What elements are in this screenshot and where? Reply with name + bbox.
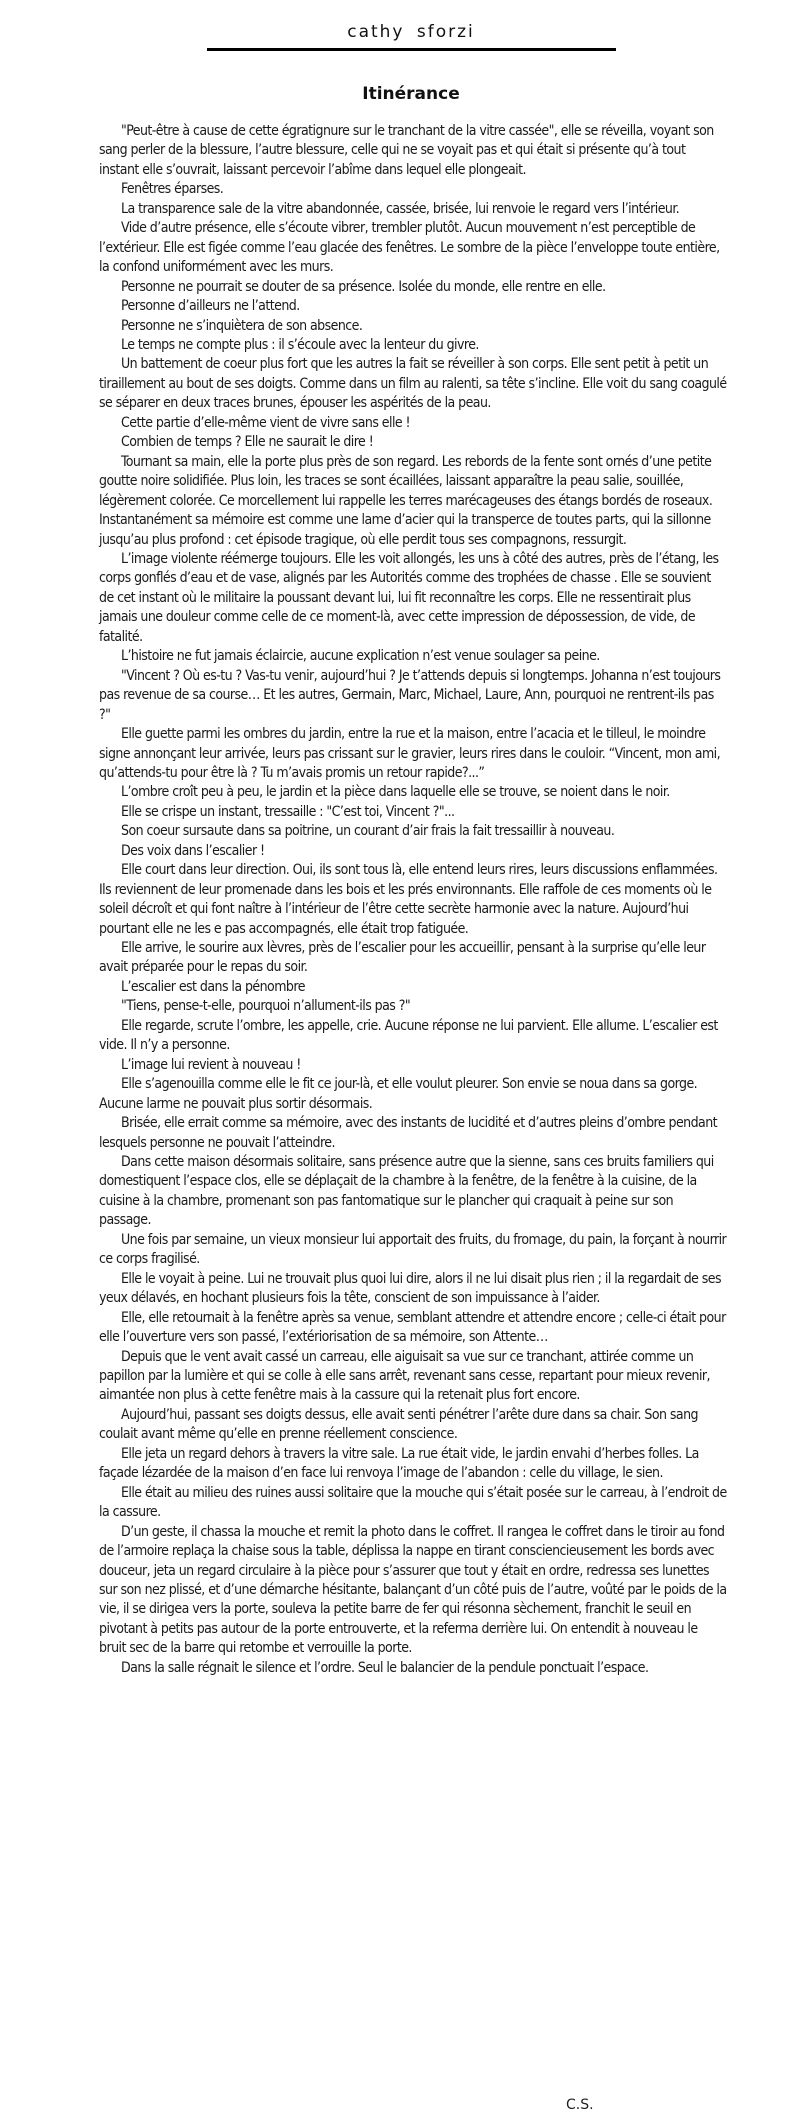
paragraph: Une fois par semaine, un vieux monsieur lui apportait des fruits, du fromage, du pain, la forçant à nourrir ce corps fragilisé. bbox=[99, 1231, 727, 1268]
paragraph: La transparence sale de la vitre abandonnée, cassée, brisée, lui renvoie le regard vers l’intérieur. bbox=[121, 200, 680, 217]
paragraph: Vide d’autre présence, elle s’écoute vibrer, trembler plutôt. Aucun mouvement n’est perceptible de l’extérieur. Elle est figée comme l’eau glacée des fenêtres. Le sombre de la pièce l’enveloppe toute entière, la confond uniformément avec les murs. bbox=[99, 220, 720, 276]
paragraph: "Tiens, pense-t-elle, pourquoi n’allument-ils pas ?" bbox=[121, 998, 411, 1015]
paragraph: Personne ne s’inquiètera de son absence. bbox=[121, 317, 363, 334]
paragraph: Dans la salle régnait le silence et l’ordre. Seul le balancier de la pendule ponctuait l’espace. bbox=[121, 1659, 649, 1676]
paragraph: Tournant sa main, elle la porte plus près de son regard. Les rebords de la fente sont ornés d’une petite goutte noire solidifiée. Plus loin, les traces se sont écaillées, laissant apparaître la peau salie, souillée, légèrement colorée. Ce morcellement lui rappelle les terres marécageuses des étangs bordés de roseaux. Instantanément sa mémoire est comme une lame d’acier qui la transperce de toutes parts, qui la sillonne jusqu’au plus profond : cet épisode tragique, où elle perdit tous ses compagnons, ressurgit. bbox=[99, 453, 713, 548]
paragraph: "Vincent ? Où es-tu ? Vas-tu venir, aujourd’hui ? Je t’attends depuis si longtemps. Johanna n’est toujours pas revenue de sa course… Et les autres, Germain, Marc, Michael, Laure, Ann, pourquoi ne rentrent-ils pas ?" bbox=[99, 667, 721, 723]
paragraph: Dans cette maison désormais solitaire, sans présence autre que la sienne, sans ces bruits familiers qui domestiquent l’espace clos, elle se déplaçait de la chambre à la fenêtre, de la fenêtre à la cuisine, de la cuisine à la chambre, promenant son pas fantomatique sur le plancher qui craquait à peine sur son passage. bbox=[99, 1154, 714, 1229]
paragraph: "Peut-être à cause de cette égratignure sur le tranchant de la vitre cassée", elle se réveilla, voyant son sang perler de la blessure, l’autre blessure, celle qui ne se voyait pas et qui était si présente qu’à tout instant elle s’ouvrait, laissant percevoir l’abîme dans lequel elle plongeait. bbox=[99, 123, 714, 178]
paragraph: L’escalier est dans la pénombre bbox=[121, 978, 305, 995]
paragraph: D’un geste, il chassa la mouche et remit la photo dans le coffret. Il rangea le coffret dans le tiroir au fond de l’armoire replaça la chaise sous la table, déplissa la nappe en tirant consciencieusement les bords avec douceur, jeta un regard circulaire à la pièce pour s’assurer que tout y était en ordre, redressa ses lunettes sur son nez plissé, et d’une démarche hésitante, balançant d’un côté puis de l’autre, voûté par le poids de la vie, il se dirigea vers la porte, souleva la petite barre de fer qui résonna sèchement, franchit le seuil en pivotant à petits pas autour de la porte entrouverte, et la referma derrière lui. On entendit à nouveau le bruit sec de la barre qui retombe et verrouille la porte. bbox=[99, 1523, 727, 1657]
paragraph: Personne d’ailleurs ne l’attend. bbox=[121, 298, 300, 315]
paragraph: Elle, elle retournait à la fenêtre après sa venue, semblant attendre et attendre encore ; celle-ci était pour elle l’ouverture vers son passé, l’extériorisation de sa mémoire, son Attente… bbox=[99, 1309, 726, 1346]
paragraph: Elle arrive, le sourire aux lèvres, près de l’escalier pour les accueillir, pensant à la surprise qu’elle leur avait préparée pour le repas du soir. bbox=[99, 940, 706, 976]
paragraph: Depuis que le vent avait cassé un carreau, elle aiguisait sa vue sur ce tranchant, attirée comme un papillon par la lumière et qui se colle à elle sans arrêt, revenant sans cesse, repartant pour mieux revenir, aimantée non plus à cette fenêtre mais à la cassure qui la retenait plus fort encore. bbox=[99, 1348, 710, 1404]
paragraph: Cette partie d’elle-même vient de vivre sans elle ! bbox=[121, 414, 411, 431]
paragraph: Des voix dans l’escalier ! bbox=[121, 842, 265, 859]
paragraph: L’image lui revient à nouveau ! bbox=[121, 1056, 301, 1073]
paragraph: Aujourd’hui, passant ses doigts dessus, elle avait senti pénétrer l’arête dure dans sa chair. Son sang coulait avant même qu’elle en prenne réellement conscience. bbox=[99, 1406, 698, 1443]
story-body bbox=[99, 122, 727, 1678]
paragraph: Elle le voyait à peine. Lui ne trouvait plus quoi lui dire, alors il ne lui disait plus rien ; il la regardait de ses yeux délavés, en hochant plusieurs fois la tête, conscient de son impuissance à l’aider. bbox=[99, 1270, 722, 1307]
header-rule bbox=[207, 48, 616, 51]
paragraph: Elle regarde, scrute l’ombre, les appelle, crie. Aucune réponse ne lui parvient. Elle allume. L’escalier est vide. Il n’y a personne. bbox=[99, 1017, 718, 1054]
paragraph: Elle était au milieu des ruines aussi solitaire que la mouche qui s’était posée sur le carreau, à l’endroit de la cassure. bbox=[99, 1484, 727, 1521]
paragraph: Elle s’agenouilla comme elle le fit ce jour-là, et elle voulut pleurer. Son envie se noua dans sa gorge. Aucune larme ne pouvait plus sortir désormais. bbox=[99, 1076, 698, 1112]
paragraph: Brisée, elle errait comme sa mémoire, avec des instants de lucidité et d’autres pleins d’ombre pendant lesquels personne ne pouvait l’atteindre. bbox=[99, 1115, 718, 1151]
paragraph: Elle court dans leur direction. Oui, ils sont tous là, elle entend leurs rires, leurs discussions enflammées. Ils reviennent de leur promenade dans les bois et les prés environnants. Elle raffole de ces moments où le soleil décroît et qui font naître à l’intérieur de l’être cette secrète harmonie avec la nature. Aujourd’hui pourtant elle ne les e pas accompagnés, elle était trop fatiguée. bbox=[99, 862, 718, 937]
paragraph: Personne ne pourrait se douter de sa présence. Isolée du monde, elle rentre en elle. bbox=[121, 278, 606, 295]
signature: C.S. bbox=[566, 2097, 594, 2113]
paragraph: L’image violente réémerge toujours. Elle les voit allongés, les uns à côté des autres, près de l’étang, les corps gonflés d’eau et de vase, alignés par les Autorités comme des trophées de chasse . Elle se souvient de cet instant où le militaire la poussant devant lui, lui fit reconnaître les corps. Elle ne ressentirait plus jamais une douleur comme celle de ce moment-là, avec cette impression de dépossession, de vide, de fatalité. bbox=[99, 550, 719, 645]
paragraph: Le temps ne compte plus : il s’écoule avec la lenteur du givre. bbox=[121, 336, 479, 353]
paragraph: L’ombre croît peu à peu, le jardin et la pièce dans laquelle elle se trouve, se noient dans le noir. bbox=[121, 784, 670, 801]
document-title: Itinérance bbox=[362, 84, 460, 104]
paragraph: Fenêtres éparses. bbox=[121, 181, 224, 198]
paragraph: Elle guette parmi les ombres du jardin, entre la rue et la maison, entre l’acacia et le tilleul, le moindre signe annonçant leur arrivée, leurs pas crissant sur le gravier, leurs rires dans le couloir. “Vincent, mon ami, qu’attends-tu pour être là ? Tu m’avais promis un retour rapide?...” bbox=[99, 726, 721, 781]
paragraph: Elle jeta un regard dehors à travers la vitre sale. La rue était vide, le jardin envahi d’herbes folles. La façade lézardée de la maison d’en face lui renvoya l’image de l’abandon : celle du village, le sien. bbox=[99, 1445, 699, 1482]
paragraph: Combien de temps ? Elle ne saurait le dire ! bbox=[121, 434, 374, 451]
paragraph: Son coeur sursaute dans sa poitrine, un courant d’air frais la fait tressaillir à nouveau. bbox=[121, 823, 615, 840]
paragraph: Elle se crispe un instant, tressaille : "C’est toi, Vincent ?"... bbox=[121, 803, 455, 820]
paragraph: Un battement de coeur plus fort que les autres la fait se réveiller à son corps. Elle sent petit à petit un tiraillement au bout de ses doigts. Comme dans un film au ralenti, sa tête s’incline. Elle voit du sang coagulé se séparer en deux traces brunes, épouser les aspérités de la peau. bbox=[99, 356, 727, 412]
paragraph: L’histoire ne fut jamais éclaircie, aucune explication n’est venue soulager sa peine. bbox=[121, 648, 600, 665]
author-name: cathy sforzi bbox=[347, 22, 475, 42]
